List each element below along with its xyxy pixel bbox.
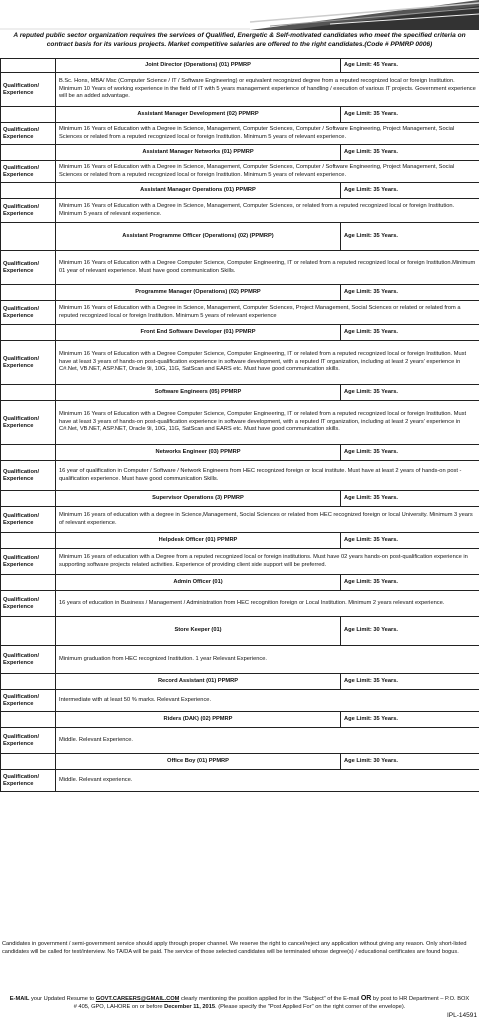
job-description: Minimum 16 years of education with a Degree from a reputed recognized local or foreign institutions. Must have 02 years hands-on post-qualification experience in supporting software projects related activities. Experience of providing client side support will be preferred. [56,549,479,575]
qualification-label: Qualification/ Experience [1,73,56,107]
job-desc-row [1,770,479,792]
or-label: OR [360,995,372,1002]
ref-code: IPL-14591 [447,1012,477,1019]
job-title-row [1,491,479,507]
job-title-row [1,59,479,73]
empty-cell [1,385,56,401]
qualification-label: Qualification/ Experience [1,646,56,674]
qualification-label: Qualification/ Experience [1,549,56,575]
job-description: B.Sc. Hons, MBA/ Msc (Computer Science / IT / Software Engineering) or equivalent recognized degree from a reputed recognized local or foreign Institution. Minimum 10 Years of working experience in the field of IT with 5 years management experience of handling / execution of various IT projects. Government experience will be an added advantage. [56,73,479,107]
age-limit: Age Limit: 35 Years. [341,107,479,123]
qualification-label: Qualification/ Experience [1,123,56,145]
empty-cell [1,445,56,461]
job-description: Minimum 16 Years of Education with a Degree in Science, Management, Computer Sciences, Project Management, Social Sciences or related or related from a reputed recognized local or foreign Institution. Minimum 5 years of relevant experience [56,301,479,325]
age-limit: Age Limit: 35 Years. [341,325,479,341]
jobs-table-wrapper [0,58,479,792]
job-description: Minimum 16 Years of Education with a Degree Computer Science, Computer Engineering, IT or related from a reputed recognized local or foreign Institution. Must have at least 3 years of hands-on post-qualification experience in software development, with a reputed IT organization, including at least 2 years' experience in C#.Net, VB.NET, ASP.NET, Oracle 9i, 10G, 11G, SatScan and EARS etc. Must have good communication skills. [56,341,479,385]
empty-cell [1,533,56,549]
job-title-row [1,183,479,199]
job-desc-row [1,690,479,712]
qualification-label: Qualification/ Experience [1,690,56,712]
empty-cell [1,183,56,199]
age-limit: Age Limit: 45 Years. [341,59,479,73]
empty-cell [1,145,56,161]
job-description: Minimum 16 Years of Education with a Degree Computer Science, Computer Engineering, IT or related from a reputed recognized local or foreign Institution. Must have at least 3 years of hands-on post-qualification experience in software development, with a reputed IT organization, including at least 2 years' experience in C#.Net, VB.NET, ASP.NET, Oracle 9i, 10G, 11G, SatScan and EARS etc. Must have good communication skills. [56,401,479,445]
job-description: Intermediate with at least 50 % marks. Relevant Experience. [56,690,479,712]
job-title-row [1,575,479,591]
job-title-row [1,674,479,690]
job-description: Minimum 16 Years of Education with a Degree Computer Science, Computer Engineering, IT or related from a reputed recognized local or foreign Institution.Minimum 01 year of relevant experience. Must have good communication Skills. [56,251,479,285]
footnote: Candidates in government / semi-government service should apply through proper channel. We reserve the right to cancel/reject any application without giving any reason. Only short-listed candidates will be called for test/interview. No TA/DA will be paid. The service of those selected candidates will be terminated whose degree(s) / educational certificates are found bogus. [2,941,467,955]
job-title-row [1,107,479,123]
job-desc-row [1,646,479,674]
empty-cell [1,59,56,73]
age-limit: Age Limit: 35 Years. [341,674,479,690]
age-limit: Age Limit: 35 Years. [341,575,479,591]
job-title: Assistant Programme Officer (Operations) (02) (PPMRP) [56,223,341,251]
job-desc-row [1,123,479,145]
job-title-row [1,325,479,341]
empty-cell [1,325,56,341]
empty-cell [1,712,56,728]
age-limit: Age Limit: 30 Years. [341,617,479,646]
job-description: 16 year of qualification in Computer / Software / Network Engineers from HEC recognized foreign or local institute. Must have at least 2 years of hands-on post -qualification experience. Must have good communication Skills. [56,461,479,491]
email-label: E-MAIL [9,996,30,1002]
job-desc-row [1,251,479,285]
job-desc-row [1,199,479,223]
contact-text-1: your Updated Resume to [30,996,95,1002]
job-desc-row [1,461,479,491]
job-title: Networks Engineer (03) PPMRP [56,445,341,461]
age-limit: Age Limit: 30 Years. [341,754,479,770]
job-title: Supervisor Operations (3) PPMRP [56,491,341,507]
job-description: Minimum 16 Years of Education with a Degree in Science, Management, Computer Sciences, Computer / Software Engineering, Project Management, Social Sciences or related from a reputed recognized local or foreign Institution. Minimum 5 years of relevant experience. [56,161,479,183]
job-desc-row [1,73,479,107]
job-title: Riders (DAK) (02) PPMRP [56,712,341,728]
age-limit: Age Limit: 35 Years. [341,445,479,461]
job-title-row [1,385,479,401]
qualification-label: Qualification/ Experience [1,591,56,617]
age-limit: Age Limit: 35 Years. [341,712,479,728]
job-desc-row [1,728,479,754]
job-title-row [1,533,479,549]
qualification-label: Qualification/ Experience [1,728,56,754]
age-limit: Age Limit: 35 Years. [341,285,479,301]
qualification-label: Qualification/ Experience [1,507,56,533]
qualification-label: Qualification/ Experience [1,461,56,491]
qualification-label: Qualification/ Experience [1,161,56,183]
job-title: Front End Software Developer (01) PPMRP [56,325,341,341]
age-limit: Age Limit: 35 Years. [341,533,479,549]
job-desc-row [1,341,479,385]
job-title: Joint Director (Operations) (01) PPMRP [56,59,341,73]
qualification-label: Qualification/ Experience [1,251,56,285]
age-limit: Age Limit: 35 Years. [341,223,479,251]
job-description: Middle. Relevant experience. [56,770,479,792]
empty-cell [1,285,56,301]
qualification-label: Qualification/ Experience [1,401,56,445]
job-title-row [1,445,479,461]
header-banner [0,0,479,30]
job-description: Minimum 16 Years of Education with a Degree in Science, Management, Computer Sciences, or related from a reputed recognized local or foreign Institution. Minimum 5 years of relevant experience. [56,199,479,223]
job-description: Minimum 16 years of education with a degree in Science,Management, Social Sciences or related from HEC recognized foreign or local University. Minimum 3 years of relevant experience. [56,507,479,533]
job-desc-row [1,301,479,325]
job-title-row [1,145,479,161]
contact-text-2: clearly mentioning the position applied for in the "Subject" of the E-mail [180,996,360,1002]
job-title: Record Assistant (01) PPMRP [56,674,341,690]
age-limit: Age Limit: 35 Years. [341,491,479,507]
qualification-label: Qualification/ Experience [1,770,56,792]
job-title: Store Keeper (01) [56,617,341,646]
job-title: Office Boy (01) PPMRP [56,754,341,770]
qualification-label: Qualification/ Experience [1,341,56,385]
contact-text-4: . (Please specify the "Post Applied For" on the right corner of the envelope). [215,1004,406,1010]
qualification-label: Qualification/ Experience [1,301,56,325]
contact-instructions [8,995,471,1011]
job-title-row [1,223,479,251]
deadline-date: December 11, 2015 [164,1004,216,1010]
jobs-table [0,58,479,792]
job-title-row [1,712,479,728]
job-title-row [1,285,479,301]
job-title: Assistant Manager Operations (01) PPMRP [56,183,341,199]
empty-cell [1,575,56,591]
email-link[interactable]: GOVT.CAREERS@GMAIL.COM [95,996,180,1002]
job-desc-row [1,591,479,617]
intro-text: A reputed public sector organization requires the services of Qualified, Energetic & Self-motivated candidates who meet the specified criteria on contract basis for its various projects. Market competitive salaries are offered to the right candidates.(Code # PPMRP 0006) [13,32,466,48]
job-description: Minimum graduation from HEC recognized Institution. 1 year Relevant Experience. [56,646,479,674]
job-title-row [1,617,479,646]
age-limit: Age Limit: 35 Years. [341,183,479,199]
empty-cell [1,674,56,690]
job-description: Middle. Relevant Experience. [56,728,479,754]
empty-cell [1,754,56,770]
qualification-label: Qualification/ Experience [1,199,56,223]
contact-text-3: by post to HR Department – P.O. BOX # 405, GPO, LAHORE on or before [73,996,470,1010]
job-title: Admin Officer (01) [56,575,341,591]
job-title: Helpdesk Officer (01) PPMRP [56,533,341,549]
job-title: Programme Manager (Operations) (02) PPMRP [56,285,341,301]
age-limit: Age Limit: 35 Years. [341,145,479,161]
job-description: Minimum 16 Years of Education with a Degree in Science, Management, Computer Sciences, Computer / Software Engineering, Project Management, Social Sciences or related from a reputed recognized local or foreign Institution. Minimum 5 years of relevant experience. [56,123,479,145]
job-desc-row [1,401,479,445]
age-limit: Age Limit: 35 Years. [341,385,479,401]
empty-cell [1,617,56,646]
empty-cell [1,491,56,507]
job-title: Assistant Manager Development (02) PPMRP [56,107,341,123]
job-title: Assistant Manager Networks (01) PPMRP [56,145,341,161]
job-title-row [1,754,479,770]
empty-cell [1,107,56,123]
job-description: 16 years of education in Business / Management / Administration from HEC recognition foreign or Local Institution. Minimum 2 years relevant experience. [56,591,479,617]
job-title: Software Engineers (05) PPMRP [56,385,341,401]
job-desc-row [1,549,479,575]
empty-cell [1,223,56,251]
job-desc-row [1,507,479,533]
job-desc-row [1,161,479,183]
